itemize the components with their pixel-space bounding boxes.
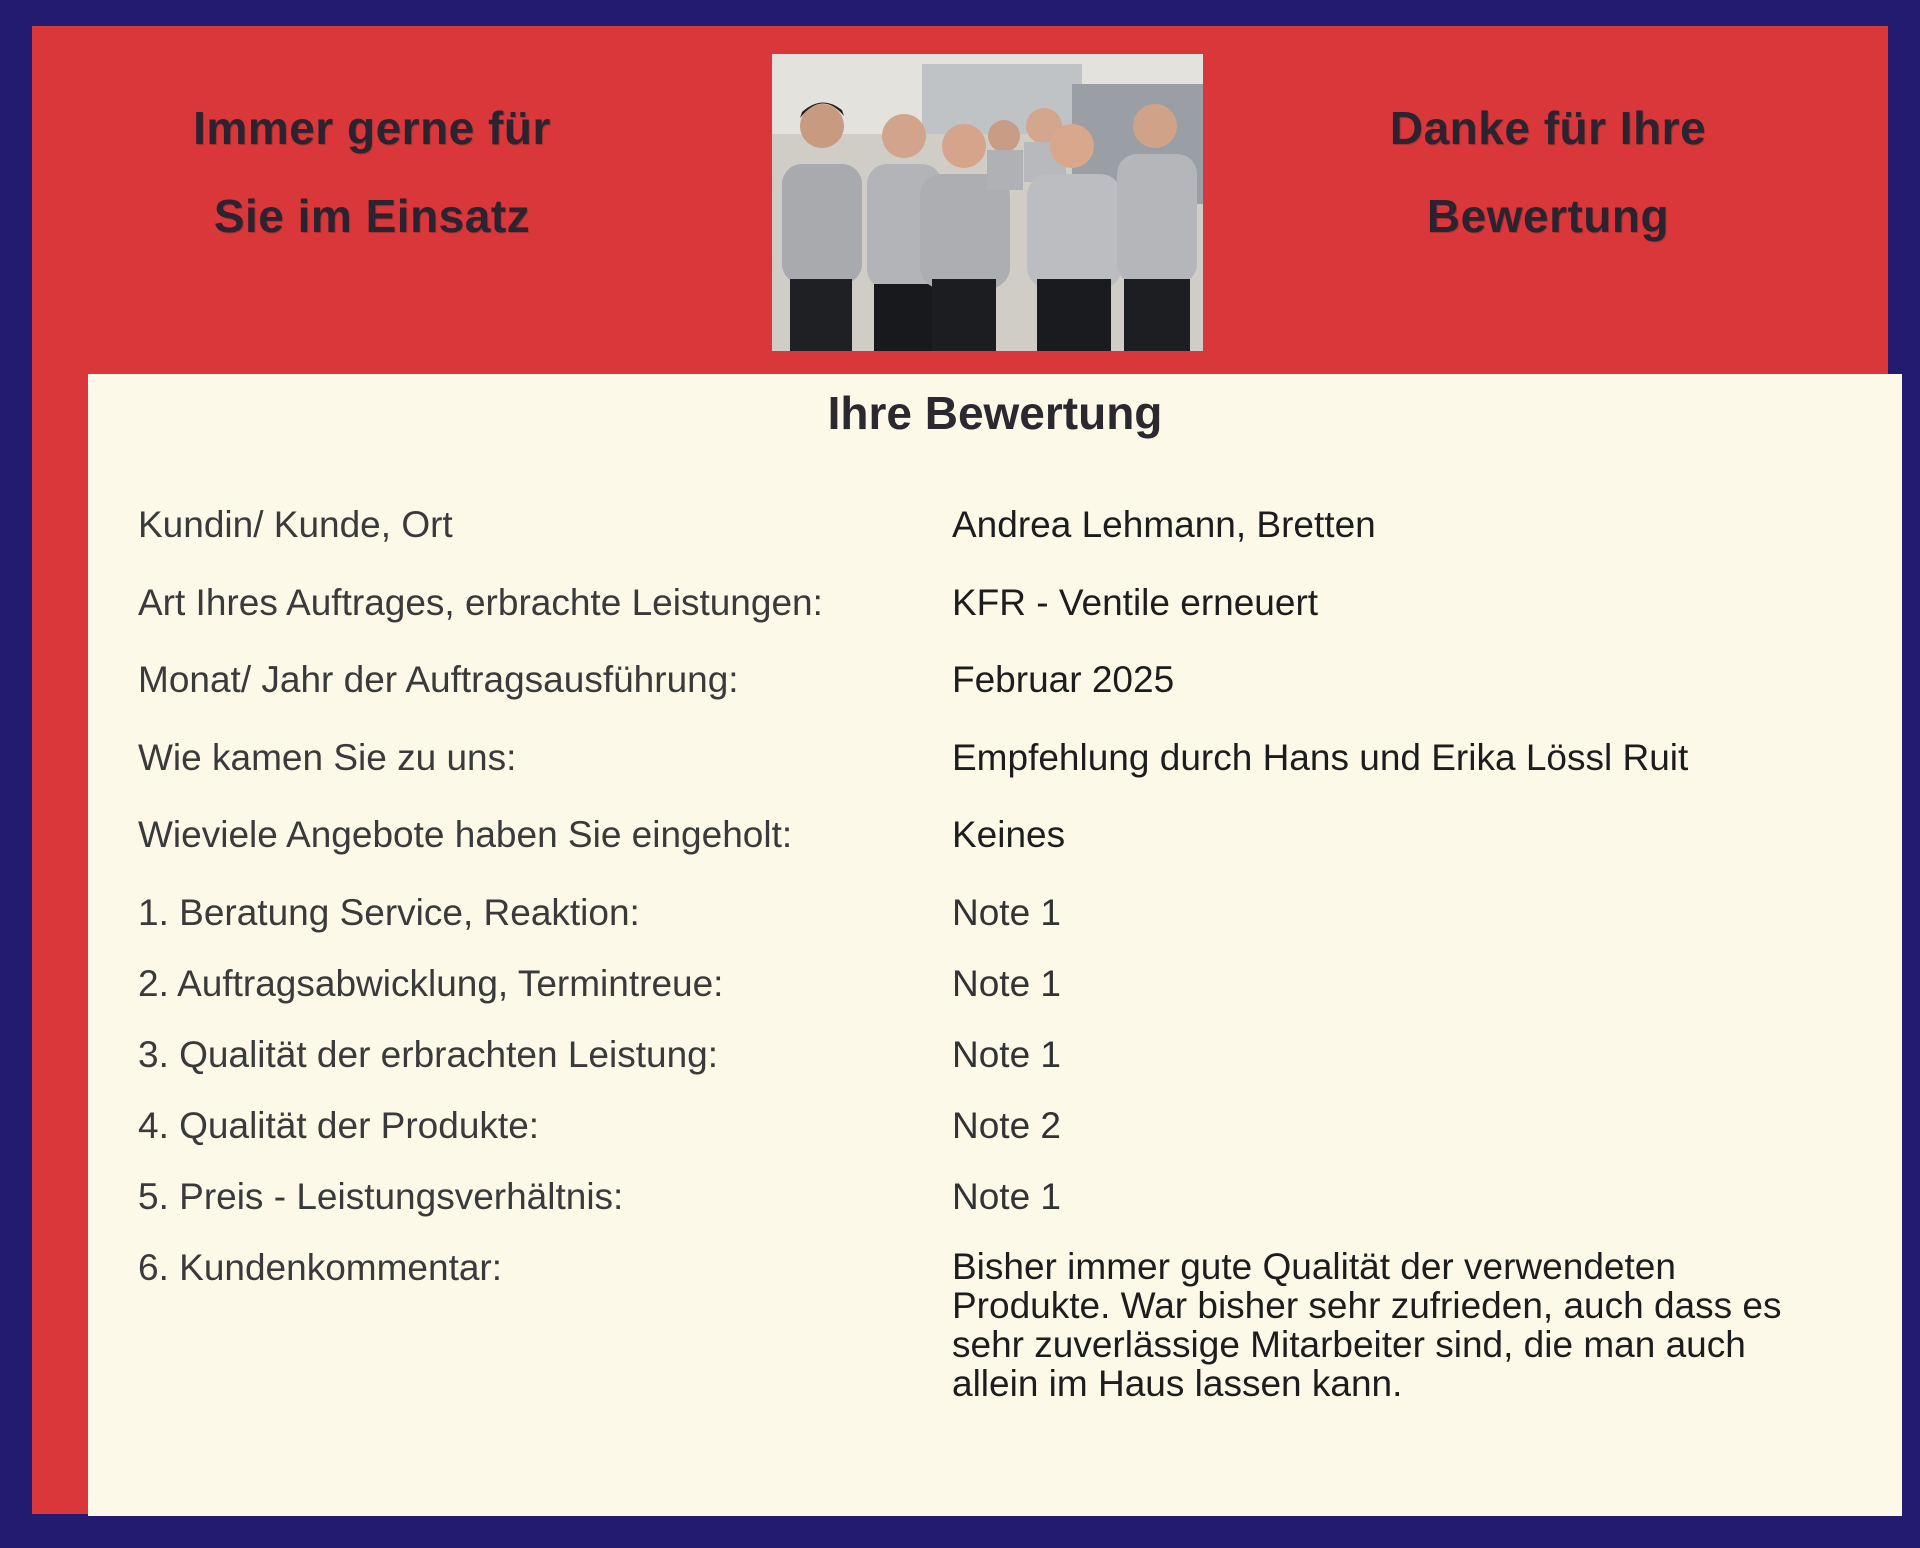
row-label: 2. Auftragsabwicklung, Termintreue:: [138, 962, 724, 1004]
row-label: 1. Beratung Service, Reaktion:: [138, 891, 640, 933]
header-right-line-1: Danke für Ihre: [1389, 102, 1707, 154]
review-panel: [88, 374, 1902, 1516]
review-row-offers: [138, 814, 1878, 892]
review-row-grade-products: [138, 1105, 1878, 1176]
row-value: KFR - Ventile erneuert: [952, 581, 1319, 623]
row-value: Empfehlung durch Hans und Erika Lössl Ruit: [952, 736, 1689, 778]
review-row-date: [138, 659, 1878, 737]
row-value: Bisher immer gute Qualität der verwendeten Produkte. War bisher sehr zufrieden, auch dass es sehr zuverlässige Mitarbeiter sind, die man auch allein im Haus lassen kann.: [952, 1245, 1782, 1404]
row-label: Kundin/ Kunde, Ort: [138, 504, 453, 545]
row-label: Art Ihres Auftrages, erbrachte Leistungen:: [138, 581, 823, 623]
row-value: Keines: [952, 814, 1066, 855]
header-slogan-right: [1288, 84, 1808, 260]
review-row-comment: [138, 1247, 1878, 1403]
row-value: Februar 2025: [952, 659, 1175, 700]
row-value: Note 1: [952, 1175, 1062, 1217]
row-value: Andrea Lehmann, Bretten: [952, 504, 1376, 545]
review-row-order-type: [138, 582, 1878, 660]
header-slogan-left: [112, 84, 632, 260]
row-value: Note 2: [952, 1104, 1062, 1146]
red-frame: [32, 26, 1888, 1514]
header-left-line-1: Immer gerne für: [193, 102, 551, 154]
row-value: Note 1: [952, 962, 1062, 1004]
review-row-customer: [138, 504, 1878, 582]
header-right-line-2: Bewertung: [1426, 190, 1670, 242]
review-title: Ihre Bewertung: [827, 387, 1163, 439]
row-label: 3. Qualität der erbrachten Leistung:: [138, 1033, 719, 1075]
row-label: Wieviele Angebote haben Sie eingeholt:: [138, 814, 793, 855]
review-row-grade-handling: [138, 963, 1878, 1034]
row-label: Wie kamen Sie zu uns:: [138, 736, 517, 778]
row-label: Monat/ Jahr der Auftragsausführung:: [138, 659, 739, 700]
review-row-referral: [138, 737, 1878, 815]
review-list: [138, 504, 1878, 1403]
review-row-grade-price: [138, 1176, 1878, 1247]
review-row-grade-quality: [138, 1034, 1878, 1105]
row-value: Note 1: [952, 1033, 1062, 1075]
row-value: Note 1: [952, 891, 1062, 933]
row-label: 5. Preis - Leistungsverhältnis:: [138, 1175, 624, 1217]
team-photo: [772, 54, 1203, 351]
row-label: 6. Kundenkommentar:: [138, 1246, 503, 1288]
row-label: 4. Qualität der Produkte:: [138, 1104, 540, 1146]
header-left-line-2: Sie im Einsatz: [213, 190, 531, 242]
review-row-grade-service: [138, 892, 1878, 963]
